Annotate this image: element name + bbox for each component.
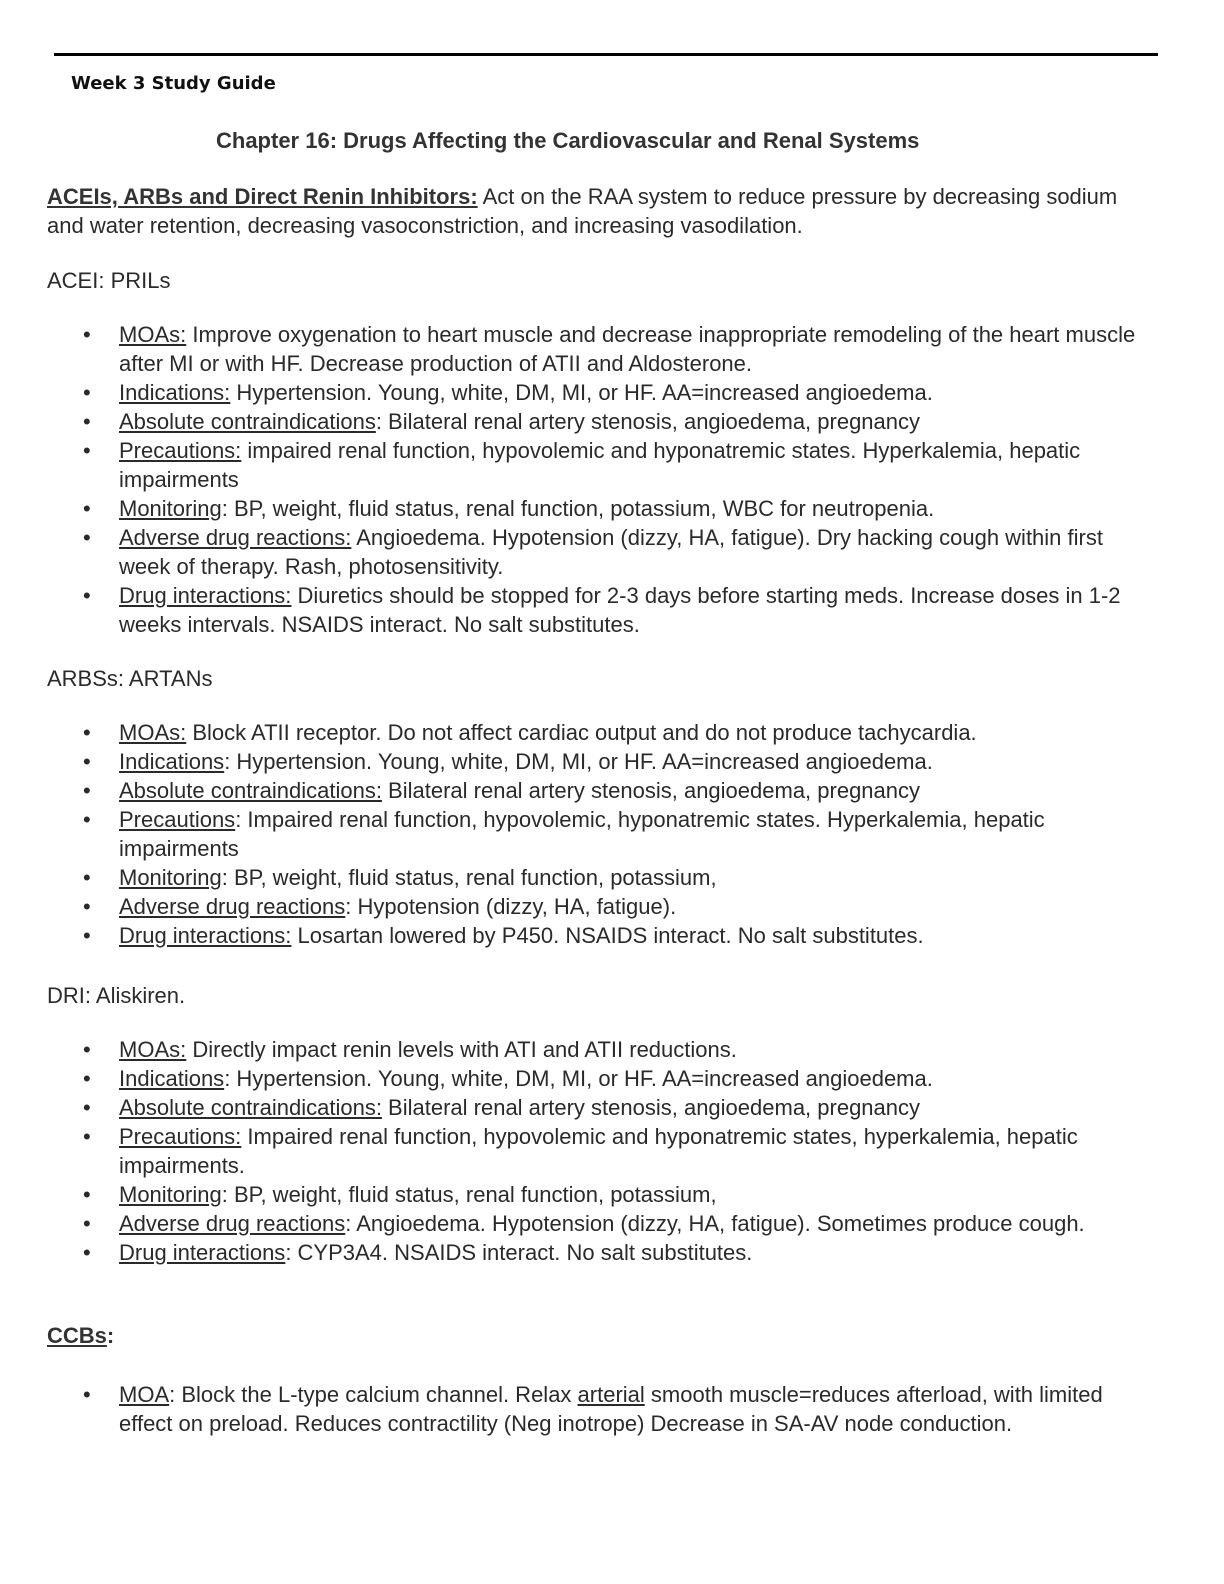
item-text: : Hypertension. Young, white, DM, MI, or HF. AA=increased angioedema.: [224, 1066, 933, 1091]
list-item: [47, 1035, 1147, 1064]
list-item: [47, 1209, 1147, 1238]
list-item: [47, 436, 1147, 494]
list-item: [47, 320, 1147, 378]
item-term: Indications: [119, 749, 225, 774]
item-text: impaired renal function, hypovolemic and hyponatremic states. Hyperkalemia, hepatic impairments: [119, 438, 1081, 492]
item-term: Monitoring: [119, 865, 222, 890]
bullet-glyph: •: [83, 1066, 91, 1091]
intro-paragraph: [47, 182, 1157, 240]
bullet-glyph: •: [83, 749, 91, 774]
dri-list: [47, 1035, 1147, 1267]
list-item: [47, 1180, 1147, 1209]
bullet-glyph: •: [83, 322, 91, 347]
ccb-heading: [47, 1323, 114, 1349]
arb-list: [47, 718, 1147, 950]
list-item: [47, 1380, 1147, 1438]
item-text: smooth muscle=reduces afterload, with limited effect on preload. Reduces contractility (Neg inotrope) Decrease in SA-AV node conduction.: [119, 1382, 1103, 1436]
list-item: [47, 581, 1147, 639]
bullet-glyph: •: [83, 409, 91, 434]
list-item: [47, 494, 1147, 523]
header-rule: [54, 53, 1158, 56]
item-text: : CYP3A4. NSAIDS interact. No salt substitutes.: [285, 1240, 753, 1265]
bullet-glyph: •: [83, 1124, 91, 1149]
item-term: Indications: [119, 1066, 225, 1091]
acei-list: [47, 320, 1147, 639]
item-term: Adverse drug reactions: [119, 1211, 346, 1236]
item-term: Monitoring: [119, 1182, 222, 1207]
item-term: MOAs:: [119, 720, 187, 745]
bullet-glyph: •: [83, 1095, 91, 1120]
item-text: : BP, weight, fluid status, renal function, potassium, WBC for neutropenia.: [221, 496, 935, 521]
item-text: Directly impact renin levels with ATI and ATII reductions.: [186, 1037, 737, 1062]
item-text: Improve oxygenation to heart muscle and decrease inappropriate remodeling of the heart muscle after MI or with HF. Decrease production of ATII and Aldosterone.: [119, 322, 1136, 376]
list-item: [47, 1238, 1147, 1267]
bullet-glyph: •: [83, 807, 91, 832]
item-term: MOAs:: [119, 322, 187, 347]
item-term: Precautions:: [119, 438, 242, 463]
list-item: [47, 805, 1147, 863]
item-text: Block ATII receptor. Do not affect cardiac output and do not produce tachycardia.: [186, 720, 977, 745]
item-term: MOAs:: [119, 1037, 187, 1062]
item-emphasis: arterial: [577, 1382, 645, 1407]
bullet-glyph: •: [83, 1382, 91, 1407]
item-term: Absolute contraindications: [119, 409, 376, 434]
bullet-glyph: •: [83, 525, 91, 550]
bullet-glyph: •: [83, 923, 91, 948]
arb-label: ARBSs: ARTANs: [47, 666, 213, 691]
list-item: [47, 523, 1147, 581]
item-text: Hypertension. Young, white, DM, MI, or HF. AA=increased angioedema.: [230, 380, 933, 405]
item-text: : Bilateral renal artery stenosis, angioedema, pregnancy: [375, 409, 921, 434]
list-item: [47, 921, 1147, 950]
bullet-glyph: •: [83, 438, 91, 463]
item-term: Drug interactions:: [119, 583, 292, 608]
item-term: Precautions: [119, 807, 236, 832]
item-term: MOA: [119, 1382, 170, 1407]
item-text: Angioedema. Hypotension (dizzy, HA, fatigue). Dry hacking cough within first week of therapy. Rash, photosensitivity.: [119, 525, 1103, 579]
list-item: [47, 718, 1147, 747]
ccb-heading-text: CCBs: [47, 1323, 107, 1348]
item-text: : Hypotension (dizzy, HA, fatigue).: [345, 894, 677, 919]
item-text: Bilateral renal artery stenosis, angioedema, pregnancy: [381, 778, 921, 803]
bullet-glyph: •: [83, 583, 91, 608]
item-text: : BP, weight, fluid status, renal function, potassium,: [221, 865, 717, 890]
bullet-glyph: •: [83, 865, 91, 890]
item-text: Diuretics should be stopped for 2-3 days before starting meds. Increase doses in 1-2 weeks intervals. NSAIDS interact. No salt substitutes.: [119, 583, 1121, 637]
list-item: [47, 747, 1147, 776]
bullet-glyph: •: [83, 720, 91, 745]
item-text: Bilateral renal artery stenosis, angioedema, pregnancy: [381, 1095, 921, 1120]
item-text: Impaired renal function, hypovolemic and hyponatremic states, hyperkalemia, hepatic impairments.: [119, 1124, 1078, 1178]
ccb-heading-colon: :: [106, 1323, 115, 1348]
item-term: Indications:: [119, 380, 231, 405]
bullet-glyph: •: [83, 778, 91, 803]
list-item: [47, 407, 1147, 436]
bullet-glyph: •: [83, 380, 91, 405]
list-item: [47, 1093, 1147, 1122]
item-text: : Impaired renal function, hypovolemic, hyponatremic states. Hyperkalemia, hepatic impairments: [119, 807, 1045, 861]
item-term: Absolute contraindications:: [119, 1095, 382, 1120]
list-item: [47, 1122, 1147, 1180]
list-item: [47, 378, 1147, 407]
bullet-glyph: •: [83, 1211, 91, 1236]
item-term: Adverse drug reactions:: [119, 525, 352, 550]
bullet-glyph: •: [83, 1240, 91, 1265]
item-text: : Block the L-type calcium channel. Relax: [169, 1382, 578, 1407]
acei-label: ACEI: PRILs: [47, 268, 171, 293]
item-term: Precautions:: [119, 1124, 242, 1149]
item-term: Monitoring: [119, 496, 222, 521]
item-term: Drug interactions:: [119, 923, 292, 948]
list-item: [47, 892, 1147, 921]
list-item: [47, 863, 1147, 892]
item-text: : Angioedema. Hypotension (dizzy, HA, fatigue). Sometimes produce cough.: [345, 1211, 1085, 1236]
chapter-title: Chapter 16: Drugs Affecting the Cardiovascular and Renal Systems: [216, 128, 920, 153]
dri-label: DRI: Aliskiren.: [47, 983, 186, 1008]
ccb-list: [47, 1380, 1147, 1438]
bullet-glyph: •: [83, 1182, 91, 1207]
item-term: Drug interactions: [119, 1240, 286, 1265]
bullet-glyph: •: [83, 496, 91, 521]
page-header: Week 3 Study Guide: [71, 73, 276, 94]
intro-heading: ACEIs, ARBs and Direct Renin Inhibitors:: [47, 184, 478, 209]
item-text: : BP, weight, fluid status, renal function, potassium,: [221, 1182, 717, 1207]
bullet-glyph: •: [83, 894, 91, 919]
item-term: Absolute contraindications:: [119, 778, 382, 803]
list-item: [47, 1064, 1147, 1093]
item-text: Losartan lowered by P450. NSAIDS interact. No salt substitutes.: [291, 923, 924, 948]
item-term: Adverse drug reactions: [119, 894, 346, 919]
bullet-glyph: •: [83, 1037, 91, 1062]
item-text: : Hypertension. Young, white, DM, MI, or HF. AA=increased angioedema.: [224, 749, 933, 774]
list-item: [47, 776, 1147, 805]
intro-text: Act on the RAA system to reduce pressure by decreasing sodium and water retention, decreasing vasoconstriction, and increasing vasodilation.: [47, 184, 1118, 238]
